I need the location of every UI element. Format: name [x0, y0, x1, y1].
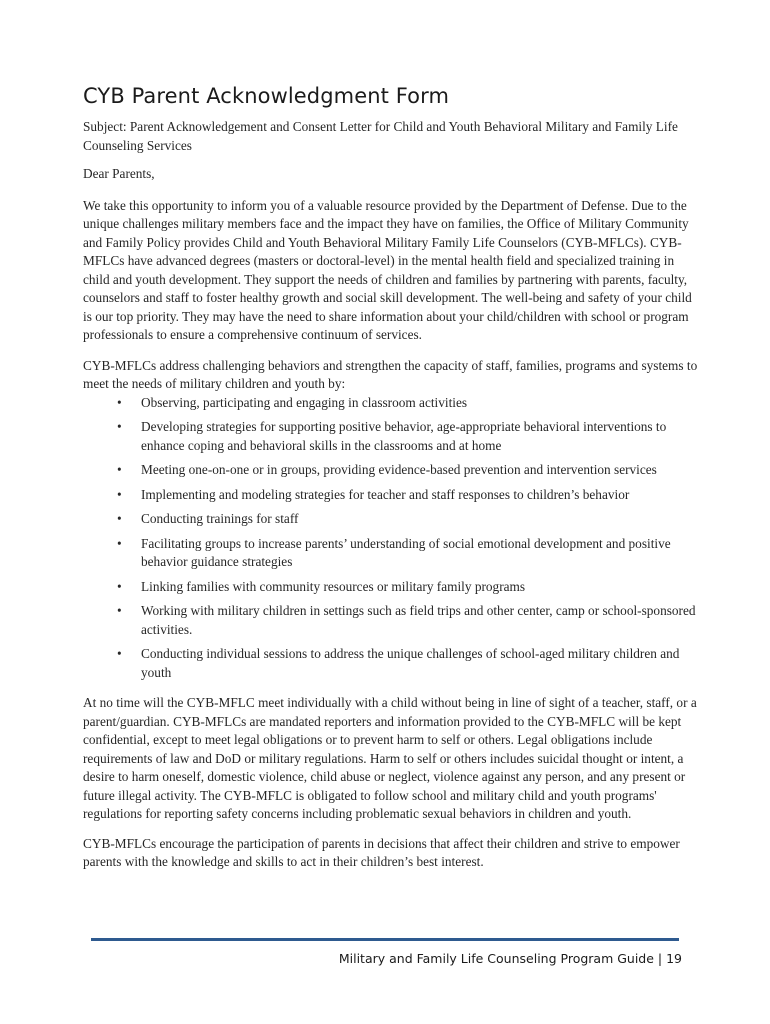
list-item-text: Developing strategies for supporting positive behavior, age-appropriate behavioral interventions to enhance coping and behavioral skills in the classrooms and at home — [141, 419, 667, 453]
list-item-text: Meeting one-on-one or in groups, providing evidence-based prevention and intervention services — [141, 462, 657, 477]
footer-divider — [91, 938, 679, 941]
list-item — [83, 645, 698, 682]
list-item — [83, 418, 698, 455]
list-item-text: Observing, participating and engaging in classroom activities — [141, 394, 468, 410]
page-title: CYB Parent Acknowledgment Form — [83, 84, 450, 108]
confidentiality-paragraph: At no time will the CYB-MFLC meet individually with a child without being in line of sight of a teacher, staff, or a parent/guardian. CYB-MFLCs are mandated reporters and information provided to the CYB-MFLC will be kept confidential, except to meet legal obligations or to prevent harm to self or others. Legal obligations include requirements of law and DoD or military regulations. Harm to self or others includes suicidal thought or intent, a desire to harm oneself, domestic violence, child abuse or neglect, violence against any person, and any present or future illegal activity. The CYB-MFLC is obligated to follow school and military child and youth programs' regulations for reporting safety concerns including problematic sexual behaviors in children and youth. — [83, 695, 697, 821]
services-intro-paragraph: CYB-MFLCs address challenging behaviors and strengthen the capacity of staff, families, programs and systems to meet the needs of military children and youth by: — [83, 357, 698, 391]
document-body — [83, 118, 698, 872]
bullet-icon: • — [117, 603, 122, 618]
list-item — [83, 535, 698, 572]
bullet-icon: • — [117, 646, 122, 661]
intro-paragraph: We take this opportunity to inform you of a valuable resource provided by the Department of Defense. Due to the unique challenges military members face and the impact they have on families, the Office of Military Community and Family Policy provides Child and Youth Behavioral Military Family Life Counselors (CYB-MFLCs). CYB-MFLCs have advanced degrees (masters or doctoral-level) in the mental health field and specialized training in child and youth development. They support the needs of children and families by partnering with parents, faculty, counselors and staff to foster healthy growth and social skill development. The well-being and safety of your child is our top priority. They may have the need to share information about your child/children with school or program professionals to ensure a comprehensive continuum of services. — [83, 197, 692, 342]
list-item-text: Conducting individual sessions to address the unique challenges of school-aged military children and youth — [141, 646, 680, 680]
list-item — [83, 578, 698, 597]
list-item — [83, 394, 698, 413]
bullet-icon: • — [117, 486, 122, 502]
subject-line: Subject: Parent Acknowledgement and Consent Letter for Child and Youth Behavioral Military and Family Life Counseling Services — [83, 119, 678, 153]
list-item-text: Linking families with community resources or military family programs — [141, 578, 526, 594]
bullet-icon: • — [117, 578, 122, 594]
salutation: Dear Parents, — [83, 166, 155, 181]
list-item — [83, 461, 698, 480]
list-item — [83, 510, 698, 529]
list-item-text: Conducting trainings for staff — [141, 511, 299, 526]
list-item — [83, 486, 698, 505]
list-item-text: Working with military children in settings such as field trips and other center, camp or school-sponsored activities. — [141, 603, 696, 637]
list-item-text: Implementing and modeling strategies for teacher and staff responses to children’s behavior — [141, 486, 630, 502]
bullet-icon: • — [117, 535, 122, 551]
page-footer: Military and Family Life Counseling Program Guide | 19 — [338, 951, 682, 966]
bullet-icon: • — [117, 394, 122, 410]
bullet-icon: • — [117, 462, 122, 477]
list-item — [83, 602, 698, 639]
closing-paragraph: CYB-MFLCs encourage the participation of parents in decisions that affect their children and strive to empower parents with the knowledge and skills to act in their children’s best interest. — [83, 835, 680, 869]
services-list — [83, 394, 698, 683]
list-item-text: Facilitating groups to increase parents’ understanding of social emotional development and positive behavior guidance strategies — [141, 535, 671, 569]
bullet-icon: • — [117, 511, 122, 526]
bullet-icon: • — [117, 419, 122, 434]
